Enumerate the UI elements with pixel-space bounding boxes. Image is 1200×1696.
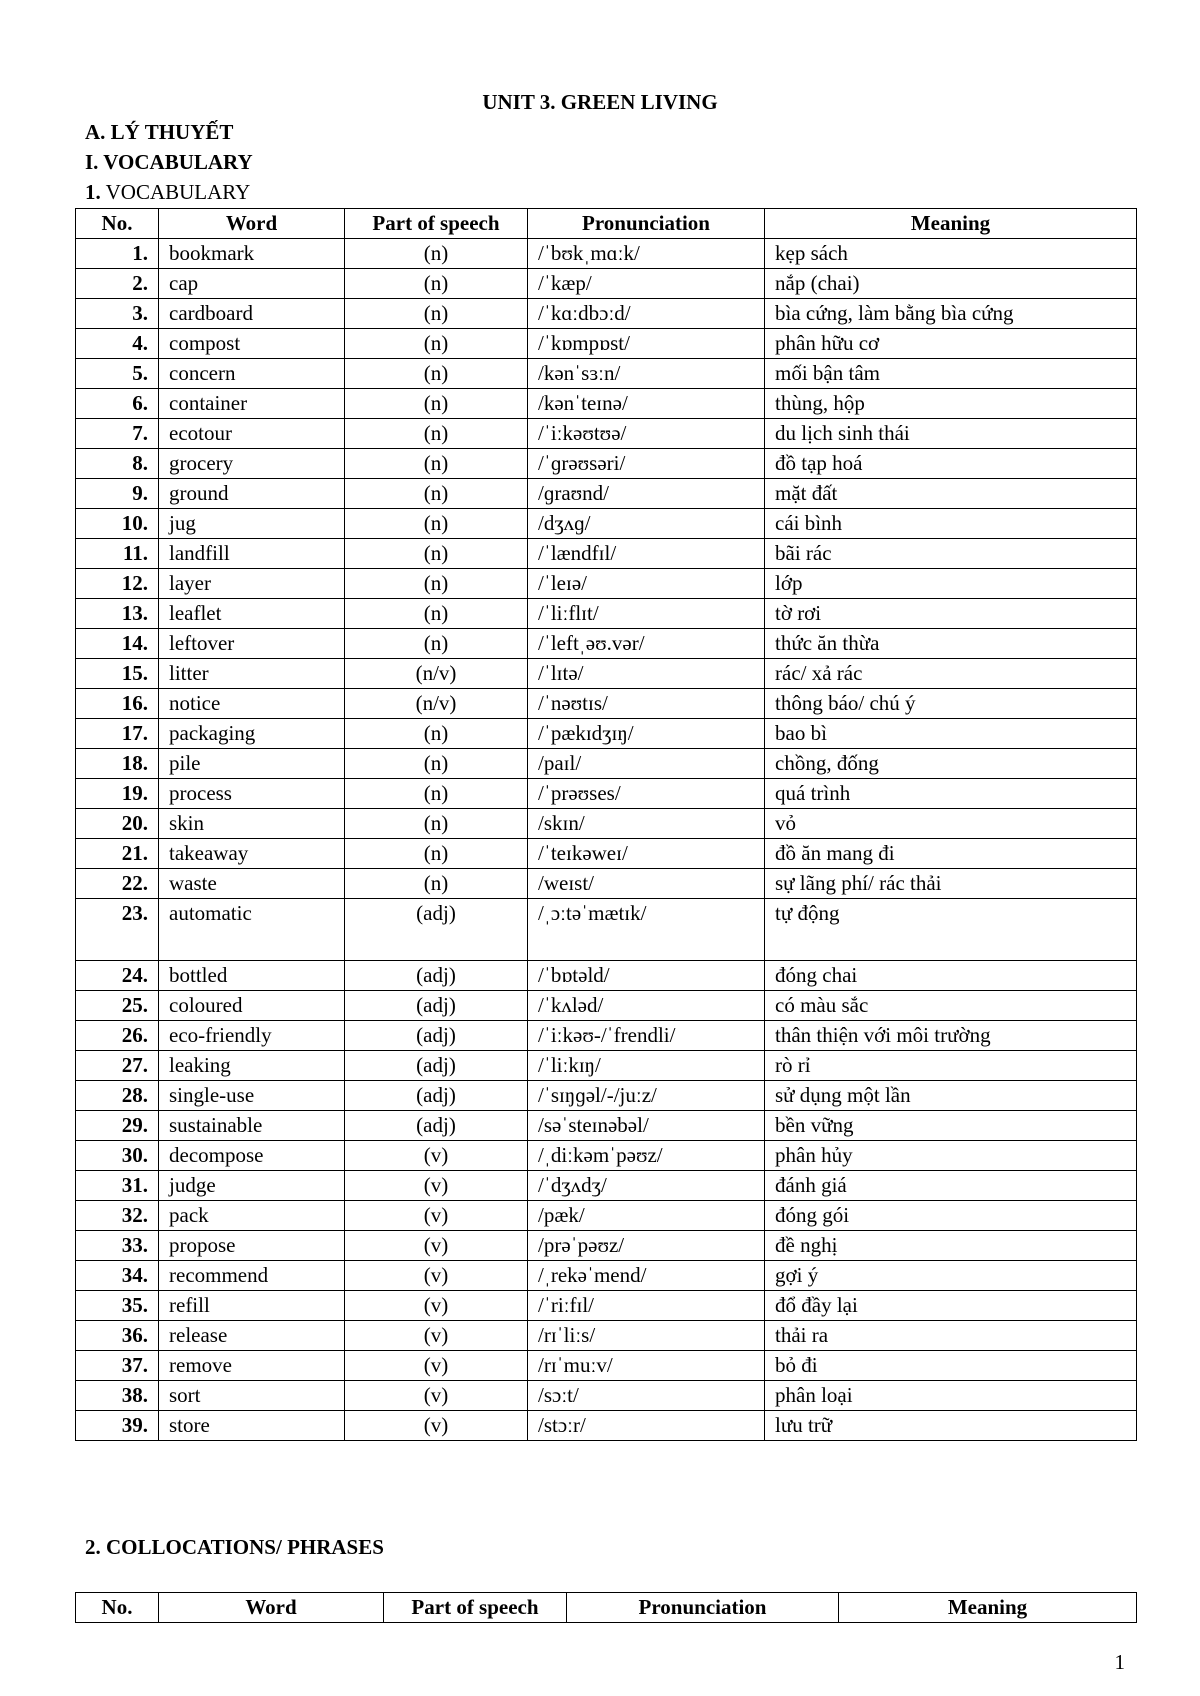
cell-no: 25. <box>76 991 159 1021</box>
cell-meaning: chồng, đống <box>765 749 1137 779</box>
cell-part-of-speech: (n) <box>345 749 528 779</box>
cell-pronunciation: /ˈliːflɪt/ <box>528 599 765 629</box>
table-row <box>76 899 1137 961</box>
cell-pronunciation: /rɪˈliːs/ <box>528 1321 765 1351</box>
cell-no: 14. <box>76 629 159 659</box>
table-row <box>76 779 1137 809</box>
cell-meaning: phân hủy <box>765 1141 1137 1171</box>
cell-pronunciation: /paɪl/ <box>528 749 765 779</box>
table-row <box>76 419 1137 449</box>
cell-pronunciation: /ˈleɪə/ <box>528 569 765 599</box>
page-title: UNIT 3. GREEN LIVING <box>482 90 718 114</box>
table-row <box>76 1021 1137 1051</box>
cell-meaning: thùng, hộp <box>765 389 1137 419</box>
cell-word: concern <box>159 359 345 389</box>
subsection-1-heading <box>85 180 250 205</box>
table-row <box>76 719 1137 749</box>
cell-meaning: đề nghị <box>765 1231 1137 1261</box>
cell-no: 6. <box>76 389 159 419</box>
cell-part-of-speech: (n) <box>345 779 528 809</box>
cell-meaning: phân hữu cơ <box>765 329 1137 359</box>
table-row <box>76 239 1137 269</box>
cell-part-of-speech: (n) <box>345 359 528 389</box>
cell-part-of-speech: (n) <box>345 839 528 869</box>
cell-part-of-speech: (n/v) <box>345 659 528 689</box>
cell-word: waste <box>159 869 345 899</box>
cell-pronunciation: /ˈdʒʌdʒ/ <box>528 1171 765 1201</box>
cell-part-of-speech: (n) <box>345 479 528 509</box>
cell-part-of-speech: (n) <box>345 629 528 659</box>
cell-part-of-speech: (v) <box>345 1291 528 1321</box>
cell-part-of-speech: (n) <box>345 299 528 329</box>
cell-part-of-speech: (adj) <box>345 991 528 1021</box>
cell-meaning: đóng chai <box>765 961 1137 991</box>
cell-part-of-speech: (v) <box>345 1261 528 1291</box>
cell-pronunciation: /ˈnəʊtɪs/ <box>528 689 765 719</box>
table-row <box>76 659 1137 689</box>
cell-no: 20. <box>76 809 159 839</box>
cell-word: store <box>159 1411 345 1441</box>
cell-part-of-speech: (n) <box>345 599 528 629</box>
cell-word: container <box>159 389 345 419</box>
cell-part-of-speech: (n) <box>345 449 528 479</box>
cell-part-of-speech: (v) <box>345 1321 528 1351</box>
cell-word: litter <box>159 659 345 689</box>
cell-word: refill <box>159 1291 345 1321</box>
cell-pronunciation: /ˈriːfɪl/ <box>528 1291 765 1321</box>
cell-meaning: gợi ý <box>765 1261 1137 1291</box>
cell-meaning: bìa cứng, làm bằng bìa cứng <box>765 299 1137 329</box>
table-row <box>76 1201 1137 1231</box>
cell-meaning: quá trình <box>765 779 1137 809</box>
cell-meaning: bền vững <box>765 1111 1137 1141</box>
table-row <box>76 299 1137 329</box>
cell-part-of-speech: (v) <box>345 1141 528 1171</box>
cell-part-of-speech: (adj) <box>345 1021 528 1051</box>
cell-pronunciation: /ˈteɪkəweɪ/ <box>528 839 765 869</box>
table-row <box>76 1381 1137 1411</box>
cell-no: 11. <box>76 539 159 569</box>
cell-no: 32. <box>76 1201 159 1231</box>
cell-meaning: đánh giá <box>765 1171 1137 1201</box>
table-row <box>76 449 1137 479</box>
cell-word: coloured <box>159 991 345 1021</box>
cell-word: sustainable <box>159 1111 345 1141</box>
cell-meaning: lớp <box>765 569 1137 599</box>
cell-meaning: vỏ <box>765 809 1137 839</box>
cell-word: takeaway <box>159 839 345 869</box>
cell-pronunciation: /stɔːr/ <box>528 1411 765 1441</box>
table-row <box>76 569 1137 599</box>
cell-no: 24. <box>76 961 159 991</box>
cell-pronunciation: /ˈkɒmpɒst/ <box>528 329 765 359</box>
cell-meaning: thức ăn thừa <box>765 629 1137 659</box>
cell-meaning: mối bận tâm <box>765 359 1137 389</box>
cell-word: decompose <box>159 1141 345 1171</box>
cell-word: landfill <box>159 539 345 569</box>
cell-meaning: có màu sắc <box>765 991 1137 1021</box>
section-i-heading: I. VOCABULARY <box>85 150 253 174</box>
cell-meaning: rác/ xả rác <box>765 659 1137 689</box>
cell-pronunciation: /ˈkɑːdbɔːd/ <box>528 299 765 329</box>
cell-part-of-speech: (n) <box>345 809 528 839</box>
table-row <box>76 1051 1137 1081</box>
table-row <box>76 269 1137 299</box>
cell-no: 38. <box>76 1381 159 1411</box>
cell-part-of-speech: (v) <box>345 1171 528 1201</box>
cell-word: release <box>159 1321 345 1351</box>
table-row <box>76 389 1137 419</box>
table-row <box>76 1081 1137 1111</box>
section-a-heading: A. LÝ THUYẾT <box>85 120 234 144</box>
cell-meaning: bãi rác <box>765 539 1137 569</box>
cell-part-of-speech: (n) <box>345 329 528 359</box>
cell-word: grocery <box>159 449 345 479</box>
cell-part-of-speech: (n) <box>345 419 528 449</box>
cell-word: bottled <box>159 961 345 991</box>
cell-word: leaking <box>159 1051 345 1081</box>
cell-pronunciation: /ˈɡrəʊsəri/ <box>528 449 765 479</box>
cell-meaning: kẹp sách <box>765 239 1137 269</box>
cell-pronunciation: /ˈliːkɪŋ/ <box>528 1051 765 1081</box>
cell-pronunciation: /ˈpækɪdʒɪŋ/ <box>528 719 765 749</box>
cell-no: 37. <box>76 1351 159 1381</box>
cell-meaning: mặt đất <box>765 479 1137 509</box>
cell-word: layer <box>159 569 345 599</box>
cell-part-of-speech: (n) <box>345 539 528 569</box>
cell-pronunciation: /weɪst/ <box>528 869 765 899</box>
table-row <box>76 869 1137 899</box>
header-part-of-speech: Part of speech <box>384 1593 567 1623</box>
cell-word: pile <box>159 749 345 779</box>
cell-part-of-speech: (v) <box>345 1231 528 1261</box>
cell-no: 23. <box>76 899 159 961</box>
cell-meaning: bao bì <box>765 719 1137 749</box>
collocations-header-row <box>76 1593 1137 1623</box>
cell-no: 34. <box>76 1261 159 1291</box>
cell-no: 30. <box>76 1141 159 1171</box>
cell-no: 28. <box>76 1081 159 1111</box>
cell-meaning: đồ ăn mang đi <box>765 839 1137 869</box>
cell-word: single-use <box>159 1081 345 1111</box>
cell-word: ground <box>159 479 345 509</box>
table-row <box>76 1351 1137 1381</box>
cell-no: 39. <box>76 1411 159 1441</box>
cell-meaning: nắp (chai) <box>765 269 1137 299</box>
cell-word: compost <box>159 329 345 359</box>
cell-no: 21. <box>76 839 159 869</box>
cell-no: 1. <box>76 239 159 269</box>
table-row <box>76 809 1137 839</box>
table-row <box>76 359 1137 389</box>
cell-word: eco-friendly <box>159 1021 345 1051</box>
cell-part-of-speech: (n) <box>345 389 528 419</box>
cell-no: 4. <box>76 329 159 359</box>
cell-pronunciation: /dʒʌɡ/ <box>528 509 765 539</box>
cell-word: jug <box>159 509 345 539</box>
vocabulary-header-row <box>76 209 1137 239</box>
cell-pronunciation: /ˈiːkəʊ-/ˈfrendli/ <box>528 1021 765 1051</box>
cell-no: 35. <box>76 1291 159 1321</box>
cell-no: 8. <box>76 449 159 479</box>
cell-meaning: thông báo/ chú ý <box>765 689 1137 719</box>
cell-word: automatic <box>159 899 345 961</box>
cell-no: 22. <box>76 869 159 899</box>
section-2-heading: 2. COLLOCATIONS/ PHRASES <box>85 1535 384 1559</box>
cell-pronunciation: /ˈbʊkˌmɑːk/ <box>528 239 765 269</box>
cell-meaning: du lịch sinh thái <box>765 419 1137 449</box>
table-row <box>76 749 1137 779</box>
table-row <box>76 1291 1137 1321</box>
cell-part-of-speech: (n) <box>345 269 528 299</box>
table-row <box>76 961 1137 991</box>
cell-part-of-speech: (adj) <box>345 1051 528 1081</box>
cell-pronunciation: /ˈleftˌəʊ.vər/ <box>528 629 765 659</box>
cell-word: cardboard <box>159 299 345 329</box>
table-row <box>76 1231 1137 1261</box>
cell-no: 12. <box>76 569 159 599</box>
table-row <box>76 991 1137 1021</box>
header-meaning: Meaning <box>839 1593 1137 1623</box>
cell-meaning: đồ tạp hoá <box>765 449 1137 479</box>
cell-no: 13. <box>76 599 159 629</box>
cell-pronunciation: /ˈsɪŋɡəl/-/juːz/ <box>528 1081 765 1111</box>
cell-meaning: thân thiện với môi trường <box>765 1021 1137 1051</box>
cell-pronunciation: /ˌrekəˈmend/ <box>528 1261 765 1291</box>
cell-no: 10. <box>76 509 159 539</box>
cell-word: leaflet <box>159 599 345 629</box>
cell-word: notice <box>159 689 345 719</box>
cell-pronunciation: /ˈiːkəʊtʊə/ <box>528 419 765 449</box>
cell-word: propose <box>159 1231 345 1261</box>
cell-pronunciation: /ˈkʌləd/ <box>528 991 765 1021</box>
cell-pronunciation: /pæk/ <box>528 1201 765 1231</box>
header-word: Word <box>159 209 345 239</box>
cell-no: 36. <box>76 1321 159 1351</box>
cell-meaning: đổ đầy lại <box>765 1291 1137 1321</box>
cell-no: 27. <box>76 1051 159 1081</box>
cell-part-of-speech: (v) <box>345 1201 528 1231</box>
table-row <box>76 1111 1137 1141</box>
cell-part-of-speech: (v) <box>345 1381 528 1411</box>
cell-pronunciation: /ˌɔːtəˈmætɪk/ <box>528 899 765 961</box>
cell-no: 15. <box>76 659 159 689</box>
cell-part-of-speech: (adj) <box>345 899 528 961</box>
cell-pronunciation: /rɪˈmuːv/ <box>528 1351 765 1381</box>
cell-pronunciation: /skɪn/ <box>528 809 765 839</box>
cell-meaning: lưu trữ <box>765 1411 1137 1441</box>
table-row <box>76 839 1137 869</box>
vocabulary-table <box>75 208 1137 1441</box>
header-no: No. <box>76 1593 159 1623</box>
cell-no: 18. <box>76 749 159 779</box>
header-no: No. <box>76 209 159 239</box>
cell-word: judge <box>159 1171 345 1201</box>
cell-part-of-speech: (adj) <box>345 961 528 991</box>
cell-part-of-speech: (n) <box>345 239 528 269</box>
cell-word: recommend <box>159 1261 345 1291</box>
subsection-1-text: VOCABULARY <box>100 180 251 204</box>
cell-no: 16. <box>76 689 159 719</box>
table-row <box>76 509 1137 539</box>
header-part-of-speech: Part of speech <box>345 209 528 239</box>
cell-word: cap <box>159 269 345 299</box>
collocations-table <box>75 1592 1137 1623</box>
cell-pronunciation: /ˈlɪtə/ <box>528 659 765 689</box>
cell-meaning: bỏ đi <box>765 1351 1137 1381</box>
header-pronunciation: Pronunciation <box>528 209 765 239</box>
cell-part-of-speech: (n) <box>345 509 528 539</box>
header-meaning: Meaning <box>765 209 1137 239</box>
table-row <box>76 479 1137 509</box>
cell-meaning: đóng gói <box>765 1201 1137 1231</box>
cell-word: remove <box>159 1351 345 1381</box>
table-row <box>76 1411 1137 1441</box>
cell-pronunciation: /ˈlændfɪl/ <box>528 539 765 569</box>
cell-pronunciation: /kənˈsɜːn/ <box>528 359 765 389</box>
table-row <box>76 689 1137 719</box>
cell-part-of-speech: (v) <box>345 1411 528 1441</box>
header-word: Word <box>159 1593 384 1623</box>
cell-no: 31. <box>76 1171 159 1201</box>
cell-part-of-speech: (adj) <box>345 1081 528 1111</box>
header-pronunciation: Pronunciation <box>567 1593 839 1623</box>
cell-part-of-speech: (adj) <box>345 1111 528 1141</box>
table-row <box>76 1321 1137 1351</box>
table-row <box>76 539 1137 569</box>
cell-part-of-speech: (n) <box>345 719 528 749</box>
cell-no: 2. <box>76 269 159 299</box>
cell-word: leftover <box>159 629 345 659</box>
cell-pronunciation: /sɔːt/ <box>528 1381 765 1411</box>
cell-word: pack <box>159 1201 345 1231</box>
cell-pronunciation: /səˈsteɪnəbəl/ <box>528 1111 765 1141</box>
cell-no: 33. <box>76 1231 159 1261</box>
page-number: 1 <box>1114 1650 1125 1674</box>
cell-word: process <box>159 779 345 809</box>
cell-word: bookmark <box>159 239 345 269</box>
cell-pronunciation: /ɡraʊnd/ <box>528 479 765 509</box>
cell-meaning: tờ rơi <box>765 599 1137 629</box>
table-row <box>76 629 1137 659</box>
cell-no: 3. <box>76 299 159 329</box>
cell-no: 9. <box>76 479 159 509</box>
cell-meaning: sự lãng phí/ rác thải <box>765 869 1137 899</box>
cell-meaning: sử dụng một lần <box>765 1081 1137 1111</box>
cell-word: skin <box>159 809 345 839</box>
cell-part-of-speech: (n/v) <box>345 689 528 719</box>
cell-no: 29. <box>76 1111 159 1141</box>
cell-part-of-speech: (n) <box>345 869 528 899</box>
cell-meaning: cái bình <box>765 509 1137 539</box>
cell-no: 17. <box>76 719 159 749</box>
cell-part-of-speech: (n) <box>345 569 528 599</box>
cell-meaning: thải ra <box>765 1321 1137 1351</box>
cell-word: sort <box>159 1381 345 1411</box>
cell-meaning: phân loại <box>765 1381 1137 1411</box>
table-row <box>76 1141 1137 1171</box>
cell-word: ecotour <box>159 419 345 449</box>
cell-meaning: tự động <box>765 899 1137 961</box>
cell-pronunciation: /ˈkæp/ <box>528 269 765 299</box>
table-row <box>76 599 1137 629</box>
cell-no: 26. <box>76 1021 159 1051</box>
cell-pronunciation: /kənˈteɪnə/ <box>528 389 765 419</box>
cell-no: 19. <box>76 779 159 809</box>
cell-meaning: rò rỉ <box>765 1051 1137 1081</box>
table-row <box>76 1261 1137 1291</box>
cell-no: 5. <box>76 359 159 389</box>
subsection-1-number: 1. <box>85 180 101 204</box>
cell-pronunciation: /ˈbɒtəld/ <box>528 961 765 991</box>
cell-part-of-speech: (v) <box>345 1351 528 1381</box>
cell-pronunciation: /prəˈpəʊz/ <box>528 1231 765 1261</box>
cell-pronunciation: /ˈprəʊses/ <box>528 779 765 809</box>
cell-no: 7. <box>76 419 159 449</box>
table-row <box>76 329 1137 359</box>
table-row <box>76 1171 1137 1201</box>
cell-pronunciation: /ˌdiːkəmˈpəʊz/ <box>528 1141 765 1171</box>
cell-word: packaging <box>159 719 345 749</box>
